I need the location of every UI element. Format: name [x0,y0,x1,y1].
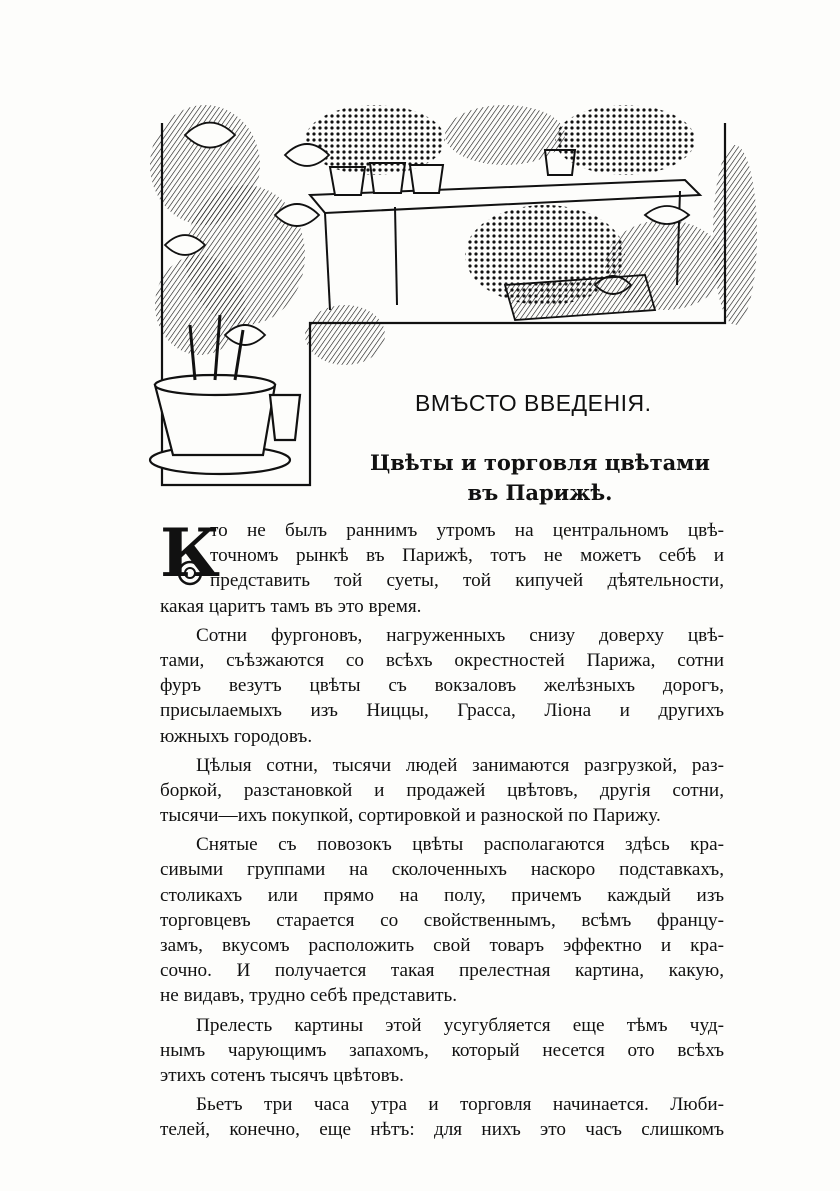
paragraph-6 [160,1092,724,1142]
text-line: нымъ чарующимъ запахомъ, который несется ото всѣхъ [160,1039,724,1061]
text-line: Сотни фургоновъ, нагруженныхъ снизу доверху цвѣ- [196,624,724,646]
paragraph-1 [160,518,724,619]
text-line: торговцевъ старается со свойственнымъ, всѣмъ францу- [160,909,724,931]
section-title: ВМѢСТО ВВЕДЕНІЯ. [415,390,652,416]
text-line: Бьетъ три часа утра и торговля начинается. Люби- [196,1094,724,1116]
paragraph-3 [160,753,724,829]
text-line: то не былъ раннимъ утромъ на центральномъ цвѣ- [210,520,724,541]
text-line: сивыми группами на сколоченныхъ наскоро подставкахъ, [160,859,724,881]
body-text [160,514,724,1143]
drop-cap-letter: К [160,514,221,592]
text-line: Снятые съ повозокъ цвѣты располагаются здѣсь кра- [196,834,724,856]
text-line: Цѣлыя сотни, тысячи людей занимаются разгрузкой, раз- [196,754,724,776]
text-line: телей, конечно, еще нѣтъ: для нихъ это часъ слишкомъ [160,1119,724,1141]
text-line: боркой, разстановкой и продажей цвѣтовъ, другія сотни, [160,779,724,801]
text-line: Прелесть картины этой усугубляется еще тѣмъ чуд- [196,1014,724,1036]
chapter-heading [360,448,720,508]
text-line: точномъ рынкѣ въ Парижѣ, тотъ не можетъ себѣ и [210,545,724,567]
text-line: сочно. И получается такая прелестная картина, какую, [160,960,724,982]
text-line: тами, съѣзжаются со всѣхъ окрестностей Парижа, сотни [160,649,724,671]
chapter-heading-line-1: Цвѣты и торговля цвѣтами [369,450,711,475]
text-line: замъ, вкусомъ расположить свой товаръ эффектно и кра- [160,935,724,956]
text-line: представить той суеты, той кипучей дѣятельности, [210,570,724,592]
text-line: какая царитъ тамъ въ это время. [160,595,422,617]
paragraph-2 [160,623,724,749]
chapter-heading-line-2: въ Парижѣ. [467,480,613,505]
text-line: не видавъ, трудно себѣ представить. [160,985,458,1007]
drop-cap-ornament [160,514,221,592]
paragraph-5 [160,1013,724,1089]
large-pot [150,375,300,474]
text-line: этихъ сотенъ тысячъ цвѣтовъ. [160,1064,404,1086]
paragraph-4 [160,832,724,1008]
text-line: южныхъ городовъ. [160,725,313,747]
text-line: присылаемыхъ изъ Ниццы, Грасса, Ліона и другихъ [160,700,724,722]
text-line: столикахъ или прямо на полу, причемъ каждый изъ [160,884,724,906]
text-line: фуръ везутъ цвѣты съ вокзаловъ желѣзныхъ дорогъ, [160,675,724,697]
text-line: тысячи—ихъ покупкой, сортировкой и разноской по Парижу. [160,805,661,827]
